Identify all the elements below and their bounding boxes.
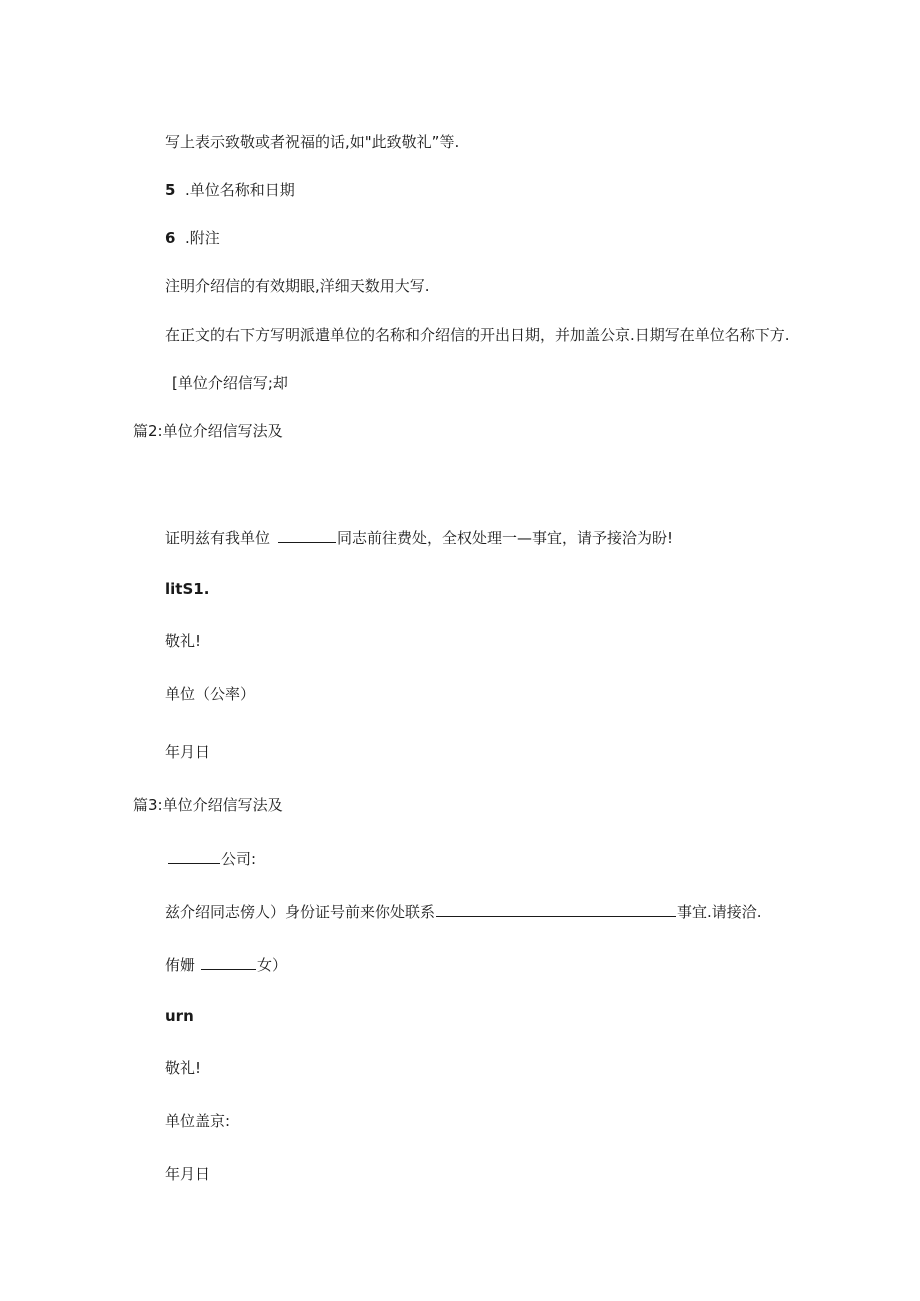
section-3-heading: 篇3:单位介绍信写法及 [133,796,283,814]
list-item-text: .单位名称和日期 [185,181,295,199]
blank-field [201,954,256,970]
unit-seal-line: 单位（公率） [165,685,256,703]
body-line: 在正文的右下方写明派遣单位的名称和介绍信的开出日期，并加盖公京.日期写在单位名称下方. [165,326,790,344]
introduction-suffix: 事宜.请接洽. [677,903,762,921]
misc-prefix: 侑姗 [165,956,196,974]
blank-field [278,527,336,543]
misc-suffix: 女） [257,956,288,974]
unit-seal-line: 单位盖京: [165,1112,231,1130]
section-2-heading: 篇2:单位介绍信写法及 [133,422,283,440]
salutation: 敬礼! [165,1059,202,1077]
list-item-5 [165,180,295,200]
blank-field [168,848,220,864]
list-item-text: .附注 [185,229,220,247]
garbled-text: urn [165,1007,194,1025]
company-line [165,848,256,868]
introduction-prefix: 兹介绍同志傍人）身份证号前来你处联系 [165,903,436,921]
note-line: 注明介绍信的有效期眼,洋细天数用大写. [165,277,430,295]
misc-line [165,954,287,974]
blank-field [436,901,676,917]
company-suffix: 公司: [221,850,257,868]
date-line: 年月日 [165,743,211,761]
certification-prefix: 证明兹有我单位 [165,529,271,547]
certification-line [165,527,673,547]
certification-suffix: 同志前往费处，全权处理一—事宜，请予接洽为盼! [337,529,674,547]
date-line: 年月日 [165,1165,211,1183]
closing-line: 写上表示致敬或者祝福的话,如"此致敬礼”等. [165,133,460,151]
list-item-number: 6 [165,229,176,247]
trailing-line: [单位介绍信写;却 [172,374,288,392]
list-item-6 [165,228,220,248]
salutation: 敬礼! [165,632,202,650]
introduction-line [165,901,762,921]
garbled-text: litS1. [165,580,210,598]
list-item-number: 5 [165,181,176,199]
